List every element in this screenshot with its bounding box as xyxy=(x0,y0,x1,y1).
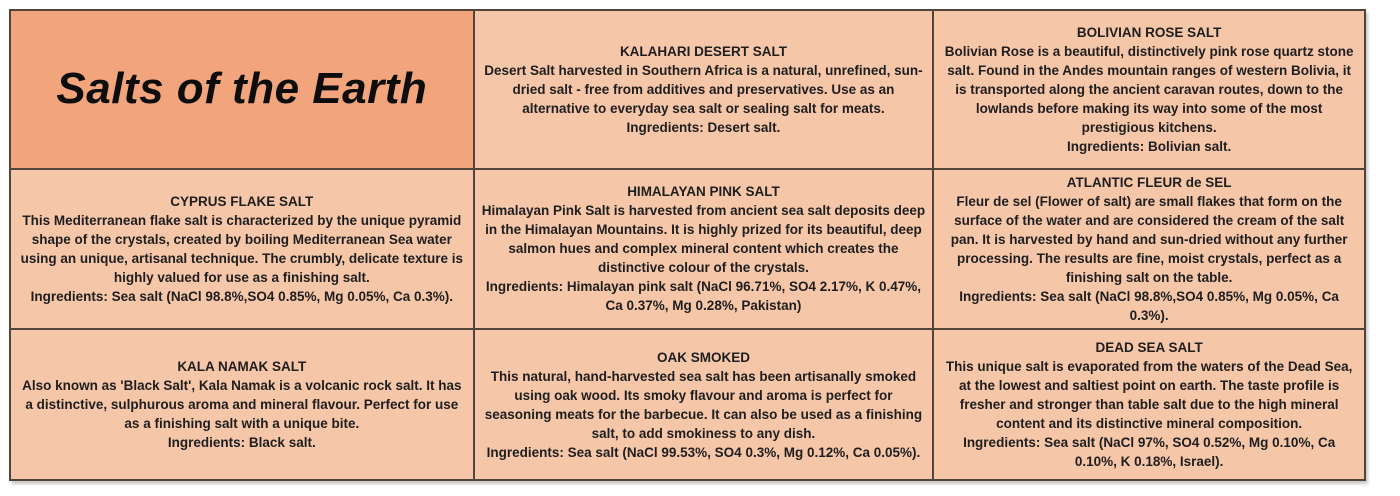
salt-name: BOLIVIAN ROSE SALT xyxy=(1076,24,1222,40)
salt-description: Bolivian Rose is a beautiful, distinctively pink rose quartz stone salt. Found in the Andes mountain ranges of western Bolivia, it is transported along the ancient caravan routes, down to the lowlands before making its way into some of the most prestigious kitchens. xyxy=(944,43,1354,135)
salt-ingredients: Ingredients: Bolivian salt. xyxy=(1066,138,1232,154)
cell-oak-smoked xyxy=(475,330,935,479)
cell-atlantic-fleur-de-sel xyxy=(934,170,1364,331)
salts-info-table xyxy=(9,9,1366,481)
cell-bolivian-rose-salt xyxy=(934,11,1364,170)
salt-name: ATLANTIC FLEUR de SEL xyxy=(1066,174,1232,190)
salt-name: CYPRUS FLAKE SALT xyxy=(170,193,314,209)
page-title: Salts of the Earth xyxy=(56,64,428,114)
salt-description: Himalayan Pink Salt is harvested from ancient sea salt deposits deep in the Himalayan Mountains. It is highly prized for its beautiful, deep salmon hues and complex mineral content which creates the distinctive colour of the crystals. xyxy=(481,203,926,276)
salt-ingredients: Ingredients: Sea salt (NaCl 97%, SO4 0.52%, Mg 0.10%, Ca 0.10%, K 0.18%, Israel). xyxy=(963,435,1336,470)
salt-description: Desert Salt harvested in Southern Africa is a natural, unrefined, sun-dried salt - free from additives and preservatives. Use as an alternative to everyday sea salt or sealing salt for meats. xyxy=(484,62,923,116)
cell-cyprus-flake-salt xyxy=(11,170,475,331)
salt-description: Fleur de sel (Flower of salt) are small flakes that form on the surface of the water and are considered the cream of the salt pan. It is harvested by hand and sun-dried without any further processing. The results are fine, moist crystals, perfect as a finishing salt on the table. xyxy=(950,193,1348,285)
salt-ingredients: Ingredients: Black salt. xyxy=(167,435,316,451)
salt-name: OAK SMOKED xyxy=(656,349,750,365)
salt-name: KALAHARI DESERT SALT xyxy=(619,43,787,59)
cell-kala-namak-salt xyxy=(11,330,475,479)
salt-name: DEAD SEA SALT xyxy=(1095,340,1203,356)
salt-description: This unique salt is evaporated from the waters of the Dead Sea, at the lowest and saltiest point on earth. The taste profile is fresher and stronger than table salt due to the high mineral content and its distinctive mineral composition. xyxy=(945,359,1353,432)
salt-description: This Mediterranean flake salt is characterized by the unique pyramid shape of the crystals, created by boiling Mediterranean Sea water using an unique, artisanal technique. The crumbly, delicate texture is highly valued for use as a finishing salt. xyxy=(20,212,463,285)
salt-description: Also known as 'Black Salt', Kala Namak is a volcanic rock salt. It has a distinctive, sulphurous aroma and mineral flavour. Perfect for use as a finishing salt with a unique bite. xyxy=(22,378,462,432)
cell-himalayan-pink-salt xyxy=(475,170,935,331)
salt-ingredients: Ingredients: Sea salt (NaCl 99.53%, SO4 0.3%, Mg 0.12%, Ca 0.05%). xyxy=(486,444,921,460)
salt-ingredients: Ingredients: Desert salt. xyxy=(626,119,781,135)
salt-name: HIMALAYAN PINK SALT xyxy=(627,184,780,200)
salt-ingredients: Ingredients: Himalayan pink salt (NaCl 96.71%, SO4 2.17%, K 0.47%, Ca 0.37%, Mg 0.28%, Pakistan) xyxy=(485,279,922,314)
title-cell xyxy=(11,11,475,170)
cell-kalahari-desert-salt xyxy=(475,11,935,170)
salt-ingredients: Ingredients: Sea salt (NaCl 98.8%,SO4 0.85%, Mg 0.05%, Ca 0.3%). xyxy=(959,288,1339,323)
salt-name: KALA NAMAK SALT xyxy=(177,359,307,375)
salt-description: This natural, hand-harvested sea salt has been artisanally smoked using oak wood. Its smoky flavour and aroma is perfect for seasoning meats for the barbecue. It can also be used as a finishing salt, to add smokiness to any dish. xyxy=(484,368,923,441)
salt-ingredients: Ingredients: Sea salt (NaCl 98.8%,SO4 0.85%, Mg 0.05%, Ca 0.3%). xyxy=(30,288,454,304)
cell-dead-sea-salt xyxy=(934,330,1364,479)
